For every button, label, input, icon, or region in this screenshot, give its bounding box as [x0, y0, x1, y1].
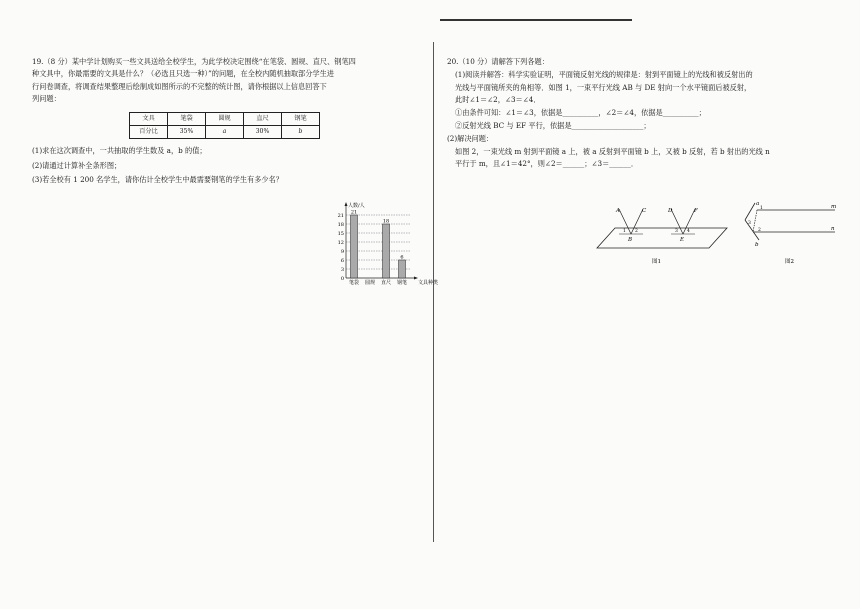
fig1-label: F: [694, 208, 698, 214]
q20-title: 20.（10 分）请解答下列各题：: [447, 57, 549, 66]
mirror-surface: [597, 228, 727, 248]
q19-sub-3: (3)若全校有 1 200 名学生，请你估计全校学生中最需要钢笔的学生有多少名？: [32, 175, 283, 185]
fig2-angle: 3: [748, 221, 751, 226]
y-tick-label: 18: [337, 221, 344, 228]
question-19: [32, 56, 439, 286]
table-cell: 百分比: [130, 126, 168, 139]
fig1-angle: 1: [623, 229, 626, 234]
q19-sub-1: (1)求在这次调查中，一共抽取的学生数及 a，b 的值；: [32, 146, 207, 156]
stationery-table: [129, 112, 320, 140]
x-tick-label: 笔袋: [348, 280, 360, 286]
q19-line-3: 行问卷调查，将调查结果整理后绘制成如图所示的不完整的统计图，请你根据以上信息回答下: [32, 81, 327, 91]
fig1-label: A: [616, 208, 620, 214]
column-divider: [433, 42, 434, 542]
fig2-label: b: [755, 242, 759, 248]
q20-p1-line-2: 光线与平面镜所夹的角相等．如图 1，一束平行光线 AB 与 DE 射向一个水平镜面后被反射，: [455, 82, 752, 92]
table-cell: 30%: [244, 126, 282, 139]
fig2-label: a: [756, 201, 760, 207]
y-tick-label: 3: [340, 266, 344, 273]
fig1-label: E: [680, 237, 685, 243]
q19-line-4: 列问题：: [32, 94, 61, 104]
fig1-caption: 图1: [652, 259, 661, 265]
q20-p1-q2: ②反射光线 BC 与 EF 平行，依据是____________________；: [455, 120, 651, 130]
bar-data-label: 21: [350, 209, 358, 216]
table-cell: 钢笔: [282, 112, 320, 125]
fig2-angle: 2: [758, 228, 761, 233]
bar-chart: [332, 200, 439, 292]
figure-2: [745, 200, 840, 272]
bar: [383, 224, 390, 278]
fig2-label: m: [831, 204, 837, 210]
table-cell: 圆规: [206, 112, 244, 125]
fig2-angle: 1: [760, 206, 763, 211]
q20-p1-line-1: (1)阅读并解答：科学实验证明，平面镜反射光线的规律是：射到平面镜上的光线和被反射出的: [455, 69, 753, 79]
table-row: [130, 126, 320, 139]
bar: [399, 260, 406, 278]
figure-1: [597, 206, 727, 278]
table-cell: 笔袋: [168, 112, 206, 125]
table-cell: b: [282, 126, 320, 139]
y-tick-label: 21: [337, 212, 344, 219]
y-tick-label: 6: [340, 257, 344, 264]
question-20: [447, 56, 842, 265]
y-tick-label: 15: [337, 230, 344, 237]
mirror-a: [745, 203, 755, 220]
x-tick-label: 钢笔: [396, 280, 408, 286]
q20-p2-line-2: 平行于 m，且∠1＝42°，则∠2＝______；∠3＝______．: [455, 159, 639, 169]
fig1-label: D: [668, 208, 673, 214]
q19-sub-2: (2)请通过计算补全条形图；: [32, 160, 122, 170]
fig2-caption: 图2: [785, 259, 794, 265]
fig1-angle: 2: [635, 229, 638, 234]
q20-p1-line-3: 此时∠1＝∠2，∠3＝∠4．: [455, 95, 541, 105]
q20-p1-q1: ①由条件可知：∠1＝∠3，依据是__________，∠2＝∠4，依据是__________；: [455, 108, 706, 118]
q20-p2-line-1: 如图 2，一束光线 m 射到平面镜 a 上，被 a 反射到平面镜 b 上，又被 b 反射，若 b 射出的光线 n: [455, 146, 770, 156]
bar-data-label: 18: [382, 218, 390, 225]
table-cell: 直尺: [244, 112, 282, 125]
fig1-label: C: [642, 208, 647, 214]
bar: [351, 215, 358, 278]
y-tick-label: 12: [337, 239, 344, 246]
x-tick-label: 圆规: [364, 280, 376, 286]
fig1-label: B: [628, 237, 633, 243]
q19-line-2: 种文具中，你最需要的文具是什么？（必选且只选一种）”的问题，在全校内随机抽取部分学生进: [32, 69, 334, 79]
table-cell: 文具: [130, 112, 168, 125]
y-axis-label: 人数/人: [348, 203, 365, 209]
q19-line-1: 19.（8 分）某中学计划购买一些文具送给全校学生，为此学校决定围绕“在笔袋、圆规、直尺、钢笔四: [32, 57, 356, 66]
ray-between: [753, 210, 757, 232]
table-cell: 35%: [168, 126, 206, 139]
top-rule: [440, 19, 632, 21]
fig1-angle: 3: [675, 229, 678, 234]
table-cell: a: [206, 126, 244, 139]
y-tick-label: 9: [340, 248, 344, 255]
table-header-row: [130, 112, 320, 125]
fig2-label: n: [831, 226, 835, 232]
x-tick-label: 直尺: [380, 280, 392, 286]
q20-p2-title: (2)解决问题：: [447, 133, 494, 143]
y-tick-label: 0: [340, 275, 344, 282]
fig1-angle: 4: [687, 229, 690, 234]
bar-data-label: 6: [400, 254, 404, 261]
x-axis-label: 文具种类: [418, 280, 439, 286]
